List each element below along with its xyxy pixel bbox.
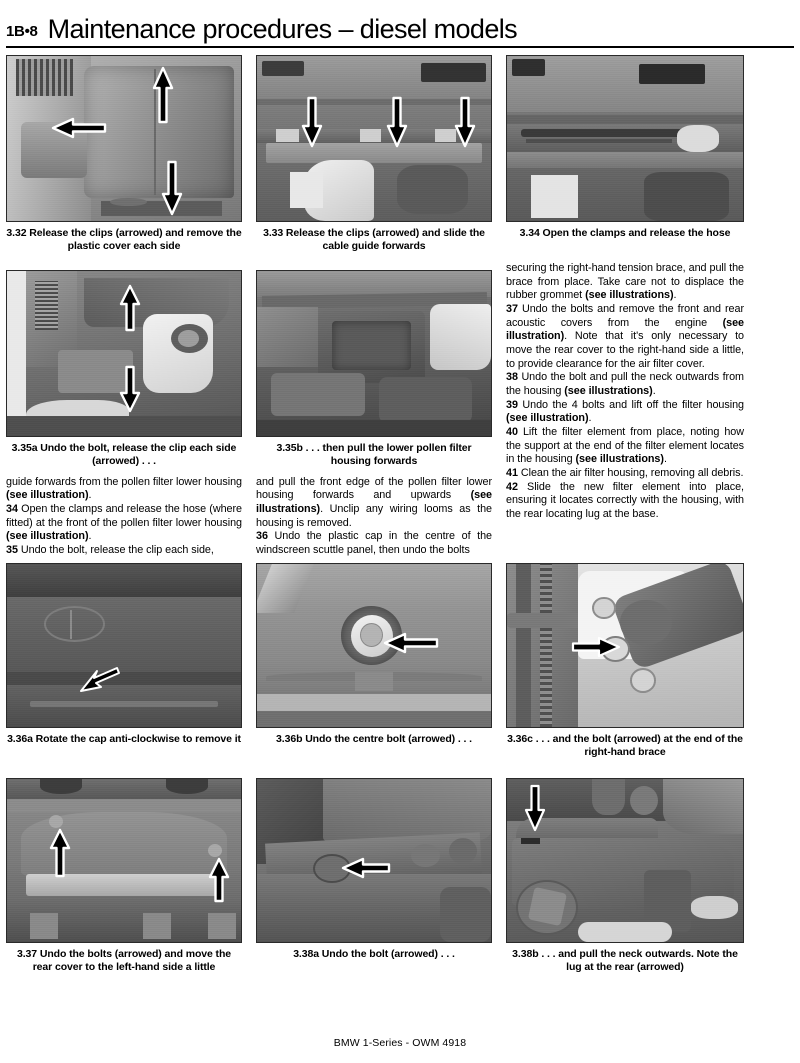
- caption-3-32: 3.32 Release the clips (arrowed) and remove the plastic cover each side: [6, 227, 242, 252]
- arrow-left-icon: [51, 117, 107, 139]
- photo-3-35b: [256, 270, 492, 437]
- page-header: [6, 6, 794, 44]
- arrow-down-icon: [119, 365, 141, 413]
- caption-3-35b: 3.35b . . . then pull the lower pollen filter housing forwards: [276, 442, 472, 467]
- figure-cell-3-35a: [6, 270, 242, 558]
- body-paragraph: 38 Undo the bolt and pull the neck outwards from the housing (see illustrations).: [506, 371, 744, 397]
- page-title: Maintenance procedures – diesel models: [47, 14, 518, 44]
- body-middle-column: [256, 476, 492, 558]
- photo-3-33: [256, 55, 492, 222]
- figure-cell-3-36c: [506, 563, 744, 759]
- arrow-right-icon: [571, 636, 621, 658]
- page-number: 1B•8: [6, 23, 38, 40]
- body-paragraph: 40 Lift the filter element from place, noting how the support at the end of the filter element locates in the housing (see illustrations).: [506, 425, 744, 466]
- caption-3-34: 3.34 Open the clamps and release the hose: [519, 227, 731, 239]
- arrow-up-icon: [152, 66, 174, 124]
- body-paragraph: 37 Undo the bolts and remove the front and rear acoustic covers from the engine (see illustration). Note that it's only necessary to move the rear cover to the right-hand side a little, to provide clearance for the air filter cover.: [506, 302, 744, 370]
- caption-3-36c: 3.36c . . . and the bolt (arrowed) at the end of the right-hand brace: [507, 733, 743, 758]
- arrow-left-icon: [341, 857, 391, 879]
- arrow-down-left-icon: [77, 665, 121, 695]
- photo-3-38a: [256, 778, 492, 943]
- body-right-column: [506, 262, 744, 521]
- arrow-left-icon: [383, 632, 439, 654]
- photo-3-36a: [6, 563, 242, 728]
- page-footer: BMW 1-Series - OWM 4918: [333, 1037, 467, 1049]
- header-divider: [6, 46, 794, 48]
- arrow-down-icon: [301, 96, 323, 148]
- caption-3-33: 3.33 Release the clips (arrowed) and slide the cable guide forwards: [263, 227, 485, 252]
- figure-cell-3-32: [6, 55, 242, 253]
- arrow-down-icon: [524, 784, 546, 832]
- arrow-up-icon: [208, 857, 230, 903]
- figure-cell-3-33: [256, 55, 492, 253]
- body-paragraph: 42 Slide the new filter element into place, ensuring it locates correctly with the housing, with the rear locating lug at the base.: [506, 480, 744, 520]
- figure-cell-3-36b: [256, 563, 492, 746]
- caption-3-36b: 3.36b Undo the centre bolt (arrowed) . . .: [276, 733, 472, 745]
- caption-3-37: 3.37 Undo the bolts (arrowed) and move the rear cover to the left-hand side a little: [17, 948, 231, 973]
- photo-3-32: [6, 55, 242, 222]
- caption-3-36a: 3.36a Rotate the cap anti-clockwise to remove it: [7, 733, 241, 745]
- arrow-up-icon: [119, 284, 141, 332]
- figure-cell-3-38a: [256, 778, 492, 961]
- photo-3-36b: [256, 563, 492, 728]
- body-paragraph: 36 Undo the plastic cap in the centre of the windscreen scuttle panel, then undo the bolts: [256, 530, 492, 556]
- figure-cell-3-37: [6, 778, 242, 974]
- body-left-column: [6, 476, 242, 558]
- arrow-down-icon: [454, 96, 476, 148]
- caption-3-38b: 3.38b . . . and pull the neck outwards. Note the lug at the rear (arrowed): [512, 948, 738, 973]
- figure-cell-3-34: [506, 55, 744, 240]
- figure-cell-3-35b: [256, 270, 492, 558]
- photo-3-34: [506, 55, 744, 222]
- body-paragraph: and pull the front edge of the pollen filter lower housing forwards and upwards (see illustrations). Unclip any wiring looms as the housing is removed.: [256, 475, 492, 529]
- caption-3-35a: 3.35a Undo the bolt, release the clip each side (arrowed) . . .: [11, 442, 237, 467]
- figure-cell-3-36a: [6, 563, 242, 746]
- caption-3-38a: 3.38a Undo the bolt (arrowed) . . .: [293, 948, 455, 960]
- photo-3-38b: [506, 778, 744, 943]
- body-paragraph: 39 Undo the 4 bolts and lift off the filter housing (see illustration).: [506, 398, 744, 425]
- photo-3-35a: [6, 270, 242, 437]
- photo-3-37: [6, 778, 242, 943]
- arrow-down-icon: [386, 96, 408, 148]
- body-paragraph: guide forwards from the pollen filter lower housing (see illustration).: [6, 475, 242, 502]
- body-paragraph: 41 Clean the air filter housing, removing all debris.: [506, 466, 744, 479]
- arrow-up-icon: [49, 828, 71, 878]
- body-paragraph: securing the right-hand tension brace, and pull the brace from place. Take care not to displace the rubber grommet (see illustrations).: [506, 262, 744, 302]
- figure-cell-3-38b: [506, 778, 744, 974]
- photo-3-36c: [506, 563, 744, 728]
- arrow-down-icon: [161, 160, 183, 216]
- body-paragraph: 35 Undo the bolt, release the clip each side,: [6, 543, 214, 556]
- body-paragraph: 34 Open the clamps and release the hose (where fitted) at the front of the pollen filter lower housing (see illustration).: [6, 502, 242, 543]
